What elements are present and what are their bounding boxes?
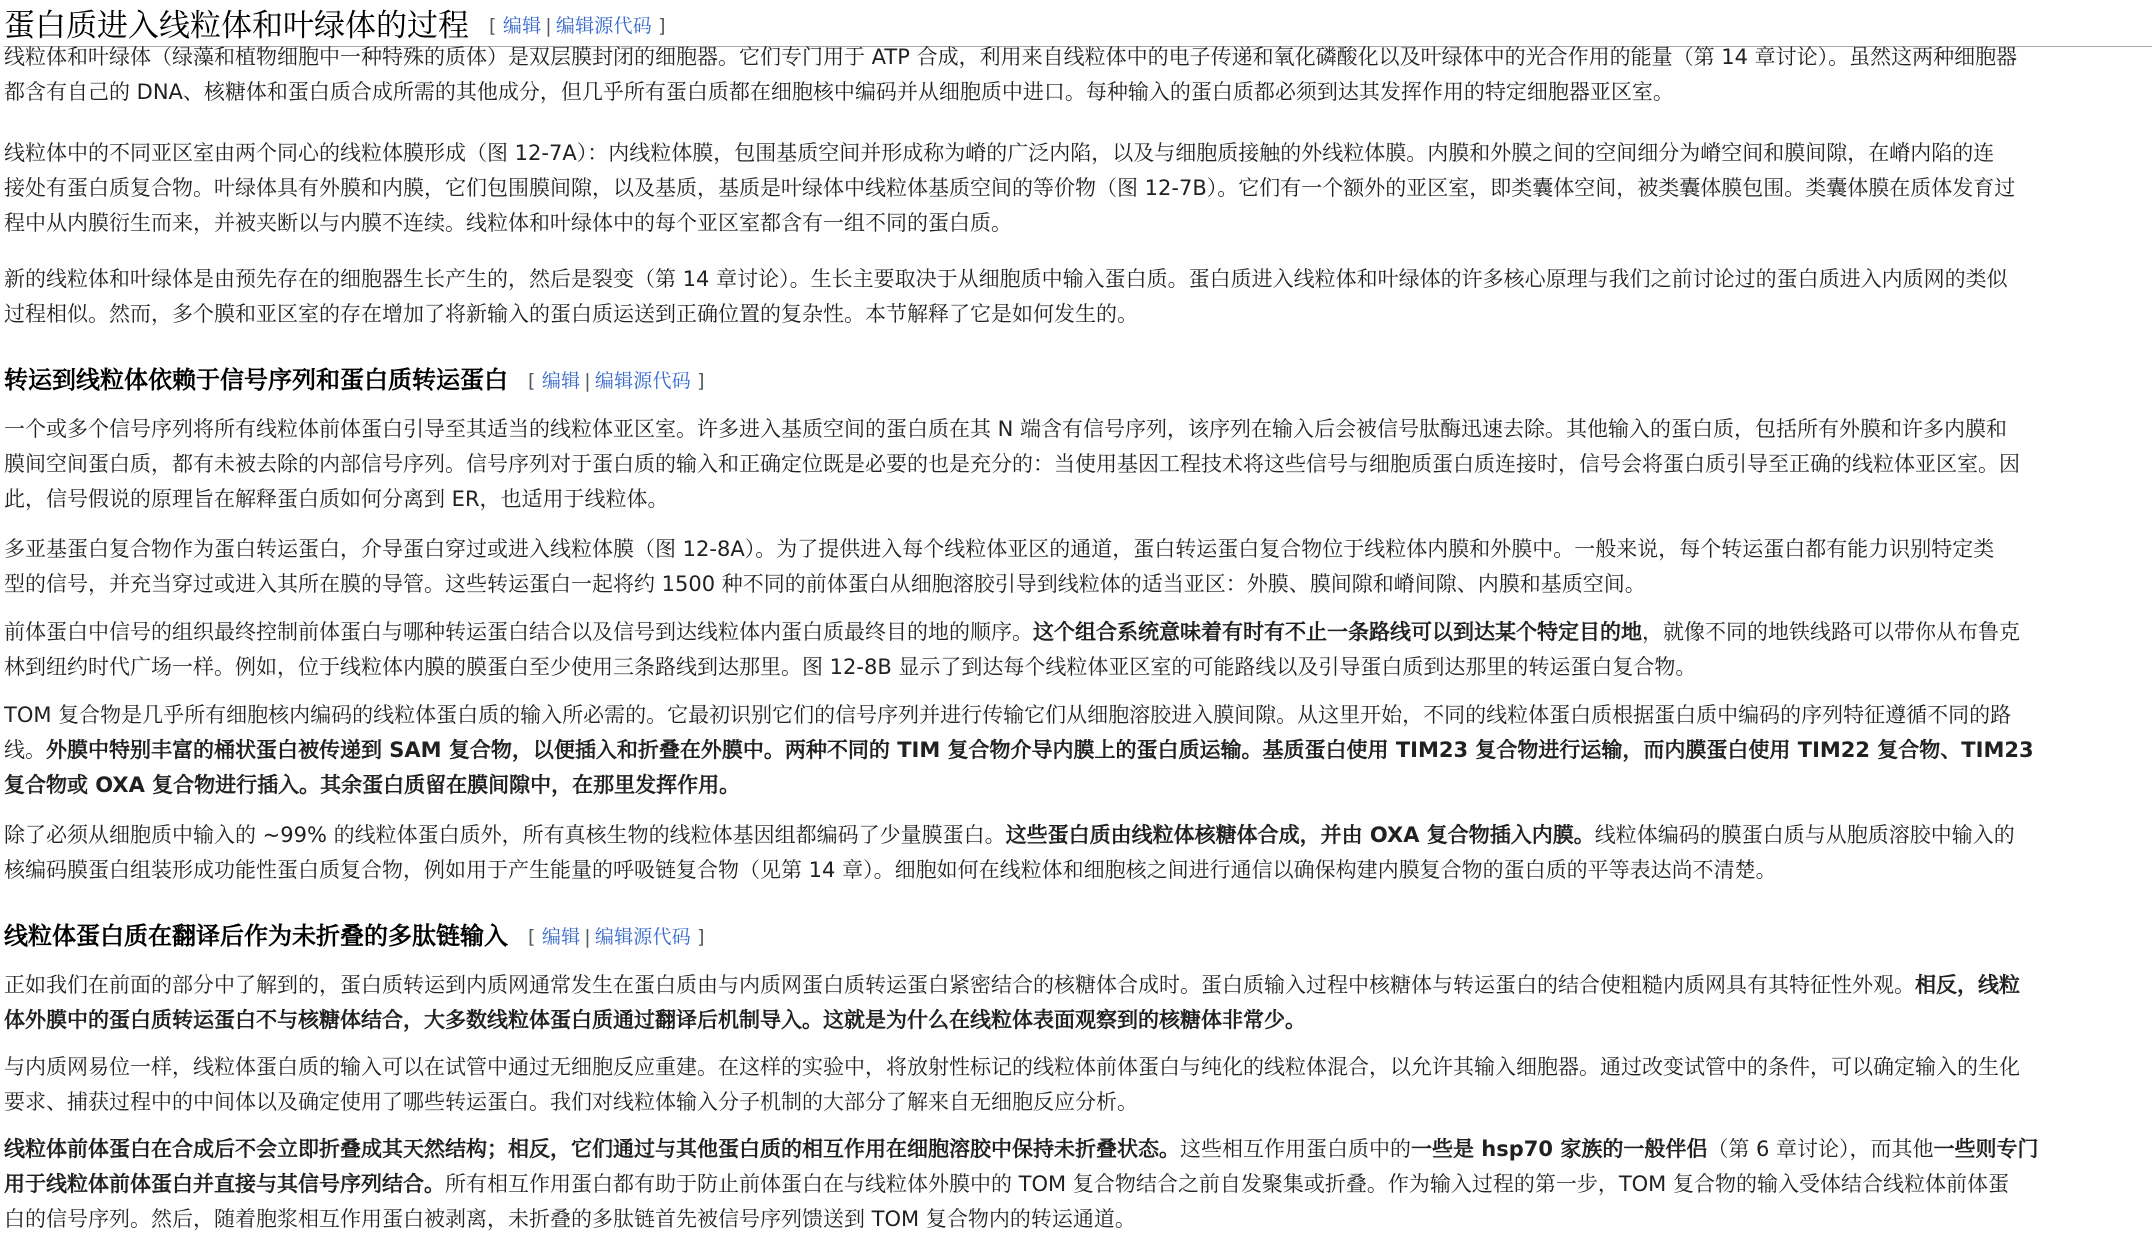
text-run: 正如我们在前面的部分中了解到的，蛋白质转运到内质网通常发生在蛋白质由与内质网蛋白质转运蛋白紧密结合的核糖体合成时。蛋白质输入过程中核糖体与转运蛋白的结合使粗糙内质网具有其特征性外观。 [4, 973, 1915, 997]
text-line [4, 1132, 2154, 1167]
bracket-close: ] [697, 370, 705, 392]
bracket-open: [ [528, 926, 536, 948]
text-line [4, 818, 2154, 853]
paragraph [4, 412, 2154, 517]
text-line: 程中从内膜衍生而来，并被夹断以与内膜不连续。线粒体和叶绿体中的每个亚区室都含有一组不同的蛋白质。 [4, 211, 1012, 235]
bold-text-run: 线粒体前体蛋白在合成后不会立即折叠成其天然结构；相反，它们通过与其他蛋白质的相互作用在细胞溶胶中保持未折叠状态。 [4, 1137, 1180, 1161]
section-heading-3 [4, 918, 705, 955]
section-title: 蛋白质进入线粒体和叶绿体的过程 [4, 8, 469, 44]
text-line: 新的线粒体和叶绿体是由预先存在的细胞器生长产生的，然后是裂变（第 14 章讨论）。生长主要取决于从细胞质中输入蛋白质。蛋白质进入线粒体和叶绿体的许多核心原理与我们之前讨论过的蛋白质进入内质网的类似 [4, 267, 2008, 291]
bracket-close: ] [697, 926, 705, 948]
bracket-open: [ [489, 15, 497, 37]
text-line: 都含有自己的 DNA、核糖体和蛋白质合成所需的其他成分，但几乎所有蛋白质都在细胞核中编码并从细胞质中进口。每种输入的蛋白质都必须到达其发挥作用的特定细胞器亚区室。 [4, 80, 1674, 104]
text-line: 白的信号序列。然后，随着胞浆相互作用蛋白被剥离，未折叠的多肽链首先被信号序列馈送到 TOM 复合物内的转运通道。 [4, 1207, 1136, 1231]
text-run: ，就像不同的地铁线路可以带你从布鲁克 [1642, 620, 2020, 644]
text-line: TOM 复合物是几乎所有细胞核内编码的线粒体蛋白质的输入所必需的。它最初识别它们的信号序列并进行传输它们从细胞溶胶进入膜间隙。从这里开始，不同的线粒体蛋白质根据蛋白质中编码的序列特征遵循不同的路 [4, 703, 2012, 727]
text-line: 多亚基蛋白复合物作为蛋白转运蛋白，介导蛋白穿过或进入线粒体膜（图 12-8A）。为了提供进入每个线粒体亚区的通道，蛋白转运蛋白复合物位于线粒体内膜和外膜中。一般来说，每个转运蛋白都有能力识别特定类 [4, 537, 1995, 561]
text-line: 线粒体中的不同亚区室由两个同心的线粒体膜形成（图 12-7A）：内线粒体膜，包围基质空间并形成称为嵴的广泛内陷，以及与细胞质接触的外线粒体膜。内膜和外膜之间的空间细分为嵴空间和膜间隙，在嵴内陷的连 [4, 141, 1995, 165]
text-line: 接处有蛋白质复合物。叶绿体具有外膜和内膜，它们包围膜间隙，以及基质，基质是叶绿体中线粒体基质空间的等价物（图 12-7B）。它们有一个额外的亚区室，即类囊体空间，被类囊体膜包围。类囊体膜在质体发育过 [4, 176, 2016, 200]
text-run: 线粒体编码的膜蛋白质与从胞质溶胶中输入的 [1594, 823, 2015, 847]
edit-section-links [489, 15, 666, 37]
section-heading-2 [4, 362, 705, 399]
edit-link[interactable]: 编辑 [541, 370, 581, 392]
text-line [4, 1167, 2154, 1202]
edit-separator: | [584, 370, 591, 392]
bold-text-run: 用于线粒体前体蛋白并直接与其信号序列结合。 [4, 1172, 445, 1196]
text-line: 与内质网易位一样，线粒体蛋白质的输入可以在试管中通过无细胞反应重建。在这样的实验中，将放射性标记的线粒体前体蛋白与纯化的线粒体混合，以允许其输入细胞器。通过改变试管中的条件，可以确定输入的生化 [4, 1055, 2020, 1079]
edit-separator: | [545, 15, 552, 37]
bold-text-run: 这个组合系统意味着有时有不止一条路线可以到达某个特定目的地 [1033, 620, 1642, 644]
text-line: 此，信号假说的原理旨在解释蛋白质如何分离到 ER，也适用于线粒体。 [4, 487, 669, 511]
paragraph [4, 1132, 2154, 1237]
text-line: 过程相似。然而，多个膜和亚区室的存在增加了将新输入的蛋白质运送到正确位置的复杂性。本节解释了它是如何发生的。 [4, 302, 1138, 326]
text-run: 前体蛋白中信号的组织最终控制前体蛋白与哪种转运蛋白结合以及信号到达线粒体内蛋白质最终目的地的顺序。 [4, 620, 1033, 644]
bold-text-run: 一些则专门 [1933, 1137, 2039, 1161]
paragraph [4, 968, 2154, 1038]
text-line: 型的信号，并充当穿过或进入其所在膜的导管。这些转运蛋白一起将约 1500 种不同的前体蛋白从细胞溶胶引导到线粒体的适当亚区：外膜、膜间隙和嵴间隙、内膜和基质空间。 [4, 572, 1646, 596]
bold-text-line: 复合物或 OXA 复合物进行插入。其余蛋白质留在膜间隙中，在那里发挥作用。 [4, 773, 741, 797]
text-run: 这些相互作用蛋白质中的 [1180, 1137, 1411, 1161]
paragraph [4, 698, 2154, 803]
section-title: 转运到线粒体依赖于信号序列和蛋白质转运蛋白 [4, 366, 508, 394]
bold-text-run: 外膜中特别丰富的桶状蛋白被传递到 SAM 复合物，以便插入和折叠在外膜中。两种不同的 TIM 复合物介导内膜上的蛋白质运输。基质蛋白使用 TIM23 复合物进行运输，而内膜蛋白使用 TIM22 复合物、TIM23 [46, 738, 2034, 762]
paragraph [4, 136, 2154, 241]
text-line: 膜间空间蛋白质，都有未被去除的内部信号序列。信号序列对于蛋白质的输入和正确定位既是必要的也是充分的：当使用基因工程技术将这些信号与细胞质蛋白质连接时，信号会将蛋白质引导至正确的线粒体亚区室。因 [4, 452, 2020, 476]
edit-source-link[interactable]: 编辑源代码 [594, 926, 691, 948]
edit-link[interactable]: 编辑 [541, 926, 581, 948]
edit-source-link[interactable]: 编辑源代码 [594, 370, 691, 392]
text-line: 要求、捕获过程中的中间体以及确定使用了哪些转运蛋白。我们对线粒体输入分子机制的大部分了解来自无细胞反应分析。 [4, 1090, 1138, 1114]
bold-text-run: 这些蛋白质由线粒体核糖体合成，并由 OXA 复合物插入内膜。 [1005, 823, 1595, 847]
bold-text-line: 体外膜中的蛋白质转运蛋白不与核糖体结合，大多数线粒体蛋白质通过翻译后机制导入。这就是为什么在线粒体表面观察到的核糖体非常少。 [4, 1008, 1306, 1032]
bracket-close: ] [658, 15, 666, 37]
paragraph [4, 40, 2154, 110]
paragraph [4, 615, 2154, 685]
text-line [4, 615, 2154, 650]
edit-link[interactable]: 编辑 [502, 15, 542, 37]
edit-section-links [528, 370, 705, 392]
text-run: 线。 [4, 738, 46, 762]
paragraph [4, 1050, 2154, 1120]
edit-section-links [528, 926, 705, 948]
text-line: 核编码膜蛋白组装形成功能性蛋白质复合物，例如用于产生能量的呼吸链复合物（见第 14 章）。细胞如何在线粒体和细胞核之间进行通信以确保构建内膜复合物的蛋白质的平等表达尚不清楚。 [4, 858, 1777, 882]
text-line: 线粒体和叶绿体（绿藻和植物细胞中一种特殊的质体）是双层膜封闭的细胞器。它们专门用于 ATP 合成，利用来自线粒体中的电子传递和氧化磷酸化以及叶绿体中的光合作用的能量（第 14 章讨论）。虽然这两种细胞器 [4, 45, 2018, 69]
text-run: 所有相互作用蛋白都有助于防止前体蛋白在与线粒体外膜中的 TOM 复合物结合之前自发聚集或折叠。作为输入过程的第一步，TOM 复合物的输入受体结合线粒体前体蛋 [445, 1172, 2009, 1196]
bold-text-run: 一些是 hsp70 家族的一般伴侣 [1411, 1137, 1708, 1161]
edit-source-link[interactable]: 编辑源代码 [555, 15, 652, 37]
section-title: 线粒体蛋白质在翻译后作为未折叠的多肽链输入 [4, 922, 508, 950]
text-line [4, 733, 2154, 768]
bold-text-run: 相反，线粒 [1915, 973, 2020, 997]
text-line: 一个或多个信号序列将所有线粒体前体蛋白引导至其适当的线粒体亚区室。许多进入基质空间的蛋白质在其 N 端含有信号序列，该序列在输入后会被信号肽酶迅速去除。其他输入的蛋白质，包括所有外膜和许多内膜和 [4, 417, 2008, 441]
paragraph [4, 818, 2154, 888]
paragraph [4, 532, 2154, 602]
text-run: 除了必须从细胞质中输入的 ~99% 的线粒体蛋白质外，所有真核生物的线粒体基因组都编码了少量膜蛋白。 [4, 823, 1006, 847]
text-line [4, 968, 2154, 1003]
paragraph [4, 262, 2154, 332]
bracket-open: [ [528, 370, 536, 392]
text-line: 林到纽约时代广场一样。例如，位于线粒体内膜的膜蛋白至少使用三条路线到达那里。图 12-8B 显示了到达每个线粒体亚区室的可能路线以及引导蛋白质到达那里的转运蛋白复合物。 [4, 655, 1697, 679]
text-run: （第 6 章讨论），而其他 [1707, 1137, 1934, 1161]
edit-separator: | [584, 926, 591, 948]
